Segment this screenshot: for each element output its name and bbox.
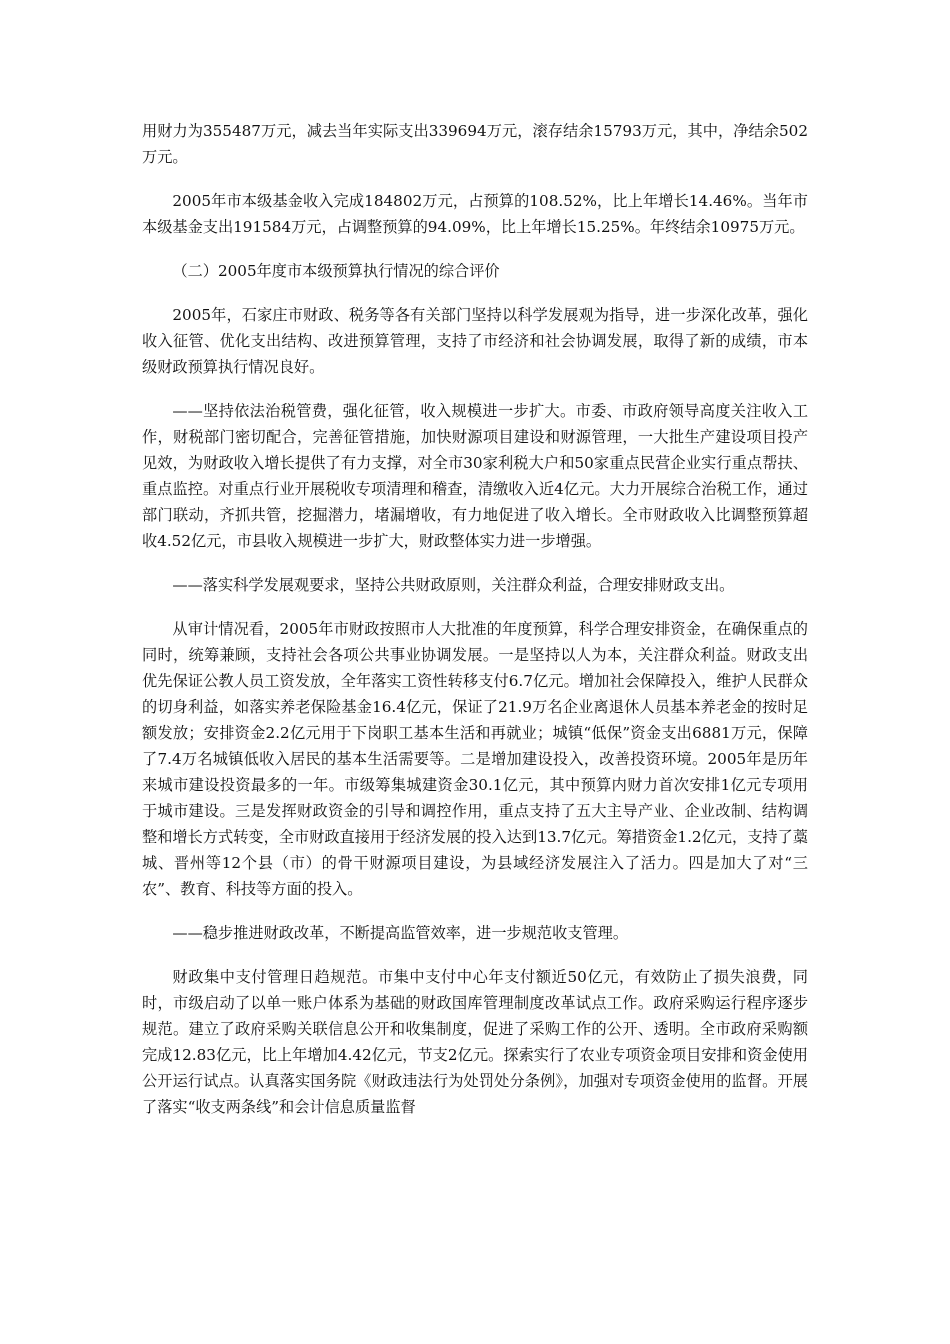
- paragraph-treasury: 财政集中支付管理日趋规范。市集中支付中心年支付额近50亿元，有效防止了损失浪费，同时，市级启动了以单一账户体系为基础的财政国库管理制度改革试点工作。政府采购运行程序逐步规范。建立了政府采购关联信息公开和收集制度，促进了采购工作的公开、透明。全市政府采购额完成12.83亿元，比上年增加4.42亿元，节支2亿元。探索实行了农业专项资金项目安排和资金使用公开运行试点。认真落实国务院《财政违法行为处罚处分条例》，加强对专项资金使用的监督。开展了落实“收支两条线”和会计信息质量监督: [142, 968, 808, 1116]
- paragraph-fund-income: 2005年市本级基金收入完成184802万元，占预算的108.52%，比上年增长14.46%。当年市本级基金支出191584万元，占调整预算的94.09%，比上年增长15.25%。年终结余10975万元。: [142, 192, 808, 236]
- paragraph-carryover: 用财力为355487万元，减去当年实际支出339694万元，滚存结余15793万元，其中，净结余502万元。: [142, 122, 808, 166]
- document-body: [142, 118, 808, 1138]
- paragraph-audit: 从审计情况看，2005年市财政按照市人大批准的年度预算，科学合理安排资金，在确保重点的同时，统筹兼顾，支持社会各项公共事业协调发展。一是坚持以人为本，关注群众利益。财政支出优先保证公教人员工资发放，全年落实工资性转移支付6.7亿元。增加社会保障投入，维护人民群众的切身利益，如落实养老保险基金16.4亿元，保证了21.9万名企业离退休人员基本养老金的按时足额发放；安排资金2.2亿元用于下岗职工基本生活和再就业；城镇“低保”资金支出6881万元，保障了7.4万名城镇低收入居民的基本生活需要等。二是增加建设投入，改善投资环境。2005年是历年来城市建设投资最多的一年。市级筹集城建资金30.1亿元，其中预算内财力首次安排1亿元专项用于城市建设。三是发挥财政资金的引导和调控作用，重点支持了五大主导产业、企业改制、结构调整和增长方式转变，全市财政直接用于经济发展的投入达到13.7亿元。筹措资金1.2亿元，支持了藁城、晋州等12个县（市）的骨干财源项目建设，为县域经济发展注入了活力。四是加大了对“三农”、教育、科技等方面的投入。: [142, 620, 808, 898]
- paragraph-expenditure-heading: ——落实科学发展观要求，坚持公共财政原则，关注群众利益，合理安排财政支出。: [172, 576, 735, 594]
- section-heading: （二）2005年度市本级预算执行情况的综合评价: [172, 262, 500, 280]
- paragraph-revenue: ——坚持依法治税管费，强化征管，收入规模进一步扩大。市委、市政府领导高度关注收入工作，财税部门密切配合，完善征管措施，加快财源项目建设和财源管理，一大批生产建设项目投产见效，为财政收入增长提供了有力支撑，对全市30家利税大户和50家重点民营企业实行重点帮扶、重点监控。对重点行业开展税收专项清理和稽查，清缴收入近4亿元。大力开展综合治税工作，通过部门联动，齐抓共管，挖掘潜力，堵漏增收，有力地促进了收入增长。全市财政收入比调整预算超收4.52亿元，市县收入规模进一步扩大，财政整体实力进一步增强。: [142, 402, 808, 550]
- paragraph-reform-heading: ——稳步推进财政改革，不断提高监管效率，进一步规范收支管理。: [172, 924, 629, 942]
- paragraph-overview: 2005年，石家庄市财政、税务等各有关部门坚持以科学发展观为指导，进一步深化改革，强化收入征管、优化支出结构、改进预算管理，支持了市经济和社会协调发展，取得了新的成绩，市本级财政预算执行情况良好。: [142, 306, 808, 376]
